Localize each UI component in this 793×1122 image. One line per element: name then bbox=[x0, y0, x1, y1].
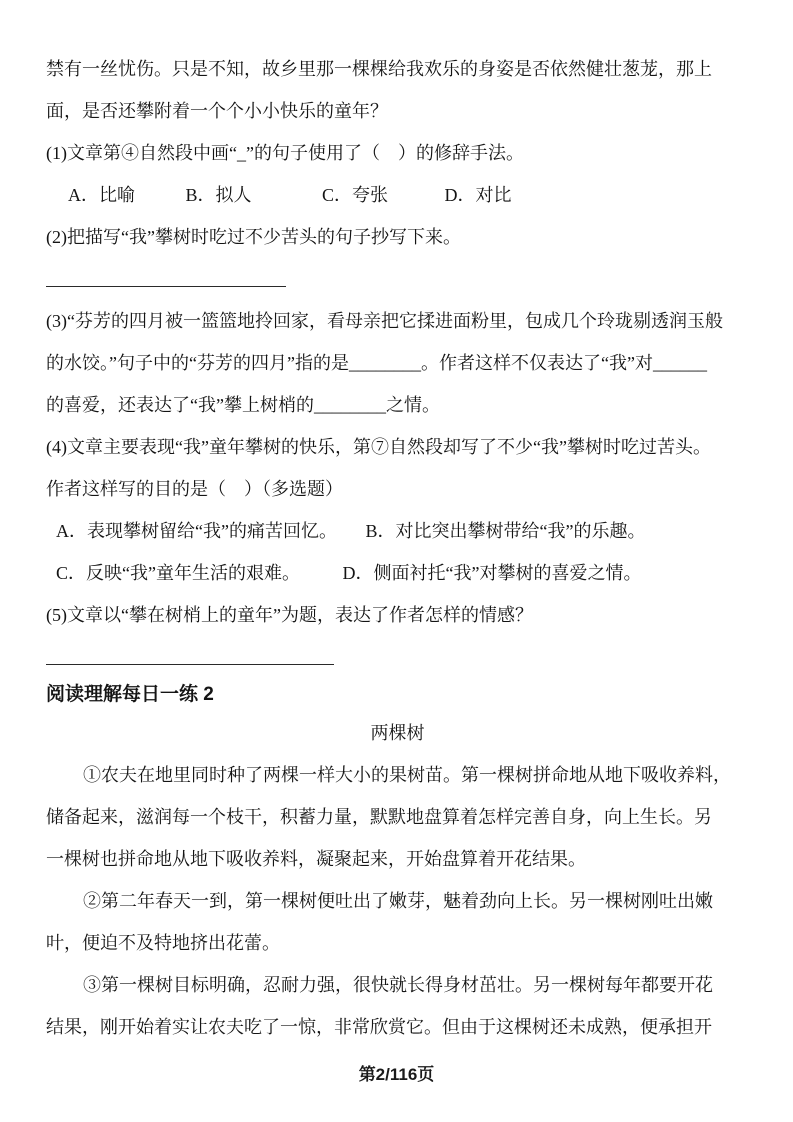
question-2: (2)把描写“我”攀树时吃过不少苦头的句子抄写下来。 bbox=[46, 227, 461, 247]
page-content bbox=[46, 48, 749, 1048]
paragraph-1-line-2: 储备起来，滋润每一个枝干，积蓄力量，默默地盘算着怎样完善自身，向上生长。另 bbox=[46, 807, 712, 827]
paragraph-2-line-1: ②第二年春天一到，第一棵树便吐出了嫩芽，魅着劲向上长。另一棵树刚吐出嫩 bbox=[83, 891, 713, 911]
question-5: (5)文章以“攀在树梢上的童年”为题，表达了作者怎样的情感？ bbox=[46, 605, 533, 625]
paragraph-3-line-2: 结果，刚开始着实让农夫吃了一惊，非常欣赏它。但由于这棵树还未成熟，便承担开 bbox=[46, 1017, 712, 1037]
option-d: D．对比 bbox=[444, 185, 512, 205]
question-1: (1)文章第④自然段中画“_”的句子使用了（ ）的修辞手法。 bbox=[46, 143, 524, 163]
option-c: C．夸张 bbox=[322, 185, 389, 205]
option-a: A．比喻 bbox=[68, 185, 135, 205]
answer-blank-line bbox=[46, 664, 334, 665]
question-4-options-row-2 bbox=[46, 552, 749, 594]
paragraph-1-line-1: ①农夫在地里同时种了两棵一样大小的果树苗。第一棵树拼命地从地下吸收养料， bbox=[83, 765, 731, 785]
paragraph-1-line-3: 一棵树也拼命地从地下吸收养料，凝聚起来，开始盘算着开花结果。 bbox=[46, 849, 586, 869]
question-4-options-row-1 bbox=[46, 510, 749, 552]
option-a: A．表现攀树留给“我”的痛苦回忆。 bbox=[56, 521, 337, 541]
paragraph-2-line-2: 叶，便迫不及特地挤出花蕾。 bbox=[46, 933, 280, 953]
question-1-options bbox=[46, 174, 749, 216]
answer-blank-line bbox=[46, 286, 286, 287]
question-4-line-1: (4)文章主要表现“我”童年攀树的快乐，第⑦自然段却写了不少“我”攀树时吃过苦头。 bbox=[46, 437, 711, 457]
passage-tail-line-2: 面，是否还攀附着一个个小小快乐的童年？ bbox=[46, 101, 388, 121]
option-c: C．反映“我”童年生活的艰难。 bbox=[56, 563, 300, 583]
option-d: D．侧面衬托“我”对攀树的喜爱之情。 bbox=[342, 563, 642, 583]
question-3-line-2: 的水饺。”句子中的“芬芳的四月”指的是________。作者这样不仅表达了“我”对______ bbox=[46, 353, 707, 373]
question-3-line-3: 的喜爱，还表达了“我”攀上树梢的________之情。 bbox=[46, 395, 440, 415]
question-4-line-2: 作者这样写的目的是（ ）（多选题） bbox=[46, 479, 343, 499]
paragraph-3-line-1: ③第一棵树目标明确，忍耐力强，很快就长得身材茁壮。另一棵树每年都要开花 bbox=[83, 975, 713, 995]
option-b: B．对比突出攀树带给“我”的乐趣。 bbox=[365, 521, 646, 541]
passage-title: 两棵树 bbox=[370, 723, 425, 743]
answer-blank-row bbox=[46, 636, 749, 678]
question-3-line-1: (3)“芬芳的四月被一篮篮地拎回家，看母亲把它揉进面粉里，包成几个玲珑剔透润玉般 bbox=[46, 311, 723, 331]
answer-blank-row bbox=[46, 258, 749, 300]
passage-tail-line-1: 禁有一丝忧伤。只是不知，故乡里那一棵棵给我欢乐的身姿是否依然健壮葱茏，那上 bbox=[46, 59, 712, 79]
option-b: B．拟人 bbox=[185, 185, 252, 205]
page-number-footer: 第2/116页 bbox=[358, 1065, 435, 1084]
section-heading: 阅读理解每日一练 2 bbox=[46, 684, 214, 705]
